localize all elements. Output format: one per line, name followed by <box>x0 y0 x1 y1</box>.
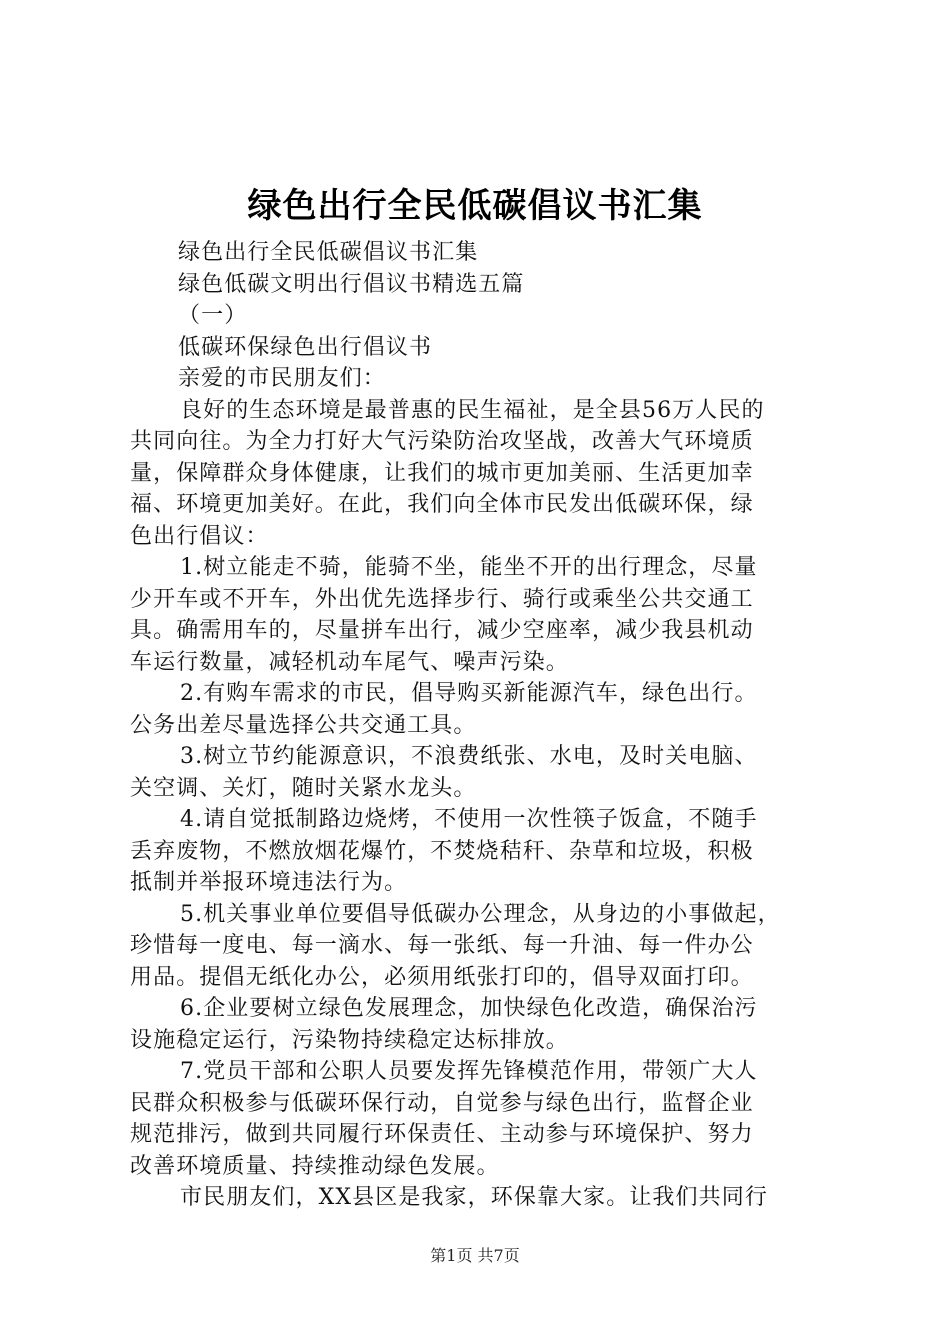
list-item-line: 3.树立节约能源意识，不浪费纸张、水电，及时关电脑、 <box>180 744 758 769</box>
page-footer: 第1页 共7页 <box>430 1246 520 1265</box>
list-item-line: 2.有购车需求的市民，倡导购买新能源汽车，绿色出行。 <box>180 681 758 706</box>
list-item-line: 用品。提倡无纸化办公，必须用纸张打印的，倡导双面打印。 <box>130 964 754 990</box>
list-item-line: 7.党员干部和公职人员要发挥先锋模范作用，带领广大人 <box>180 1059 758 1084</box>
list-item-line: 具。确需用车的，尽量拼车出行，减少空座率，减少我县机动 <box>130 618 754 643</box>
list-item-line: 1.树立能走不骑，能骑不坐，能坐不开的出行理念，尽量 <box>180 555 758 580</box>
section-heading: 低碳环保绿色出行倡议书 <box>178 334 433 360</box>
subtitle-line: 绿色出行全民低碳倡议书汇集 <box>178 240 479 265</box>
list-item-line: 4.请自觉抵制路边烧烤，不使用一次性筷子饭盒，不随手 <box>180 807 758 832</box>
paragraph-line: 色出行倡议： <box>130 523 269 549</box>
section-number: （一） <box>178 303 248 328</box>
list-item-line: 6.企业要树立绿色发展理念，加快绿色化改造，确保治污 <box>180 996 758 1021</box>
paragraph-line: 市民朋友们，XX县区是我家，环保靠大家。让我们共同行 <box>180 1185 768 1210</box>
list-item-line: 5.机关事业单位要倡导低碳办公理念，从身边的小事做起， <box>180 901 781 927</box>
paragraph-line: 共同向往。为全力打好大气污染防治攻坚战，改善大气环境质 <box>130 429 754 454</box>
document-title: 绿色出行全民低碳倡议书汇集 <box>247 186 703 226</box>
document-body <box>130 237 830 1214</box>
list-item-line: 关空调、关灯，随时关紧水龙头。 <box>130 775 477 801</box>
paragraph-line: 福、环境更加美好。在此，我们向全体市民发出低碳环保，绿 <box>130 492 754 517</box>
paragraph-line: 良好的生态环境是最普惠的民生福祉，是全县56万人民的 <box>180 397 765 423</box>
salutation: 亲爱的市民朋友们： <box>178 366 386 391</box>
list-item-line: 车运行数量，减轻机动车尾气、噪声污染。 <box>130 649 569 675</box>
list-item-line: 少开车或不开车，外出优先选择步行、骑行或乘坐公共交通工 <box>130 586 754 612</box>
list-item-line: 民群众积极参与低碳环保行动，自觉参与绿色出行，监督企业 <box>130 1090 754 1116</box>
list-item-line: 珍惜每一度电、每一滴水、每一张纸、每一升油、每一件办公 <box>130 933 754 958</box>
list-item-line: 规范排污，做到共同履行环保责任、主动参与环境保护、努力 <box>130 1122 754 1147</box>
list-item-line: 抵制并举报环境违法行为。 <box>130 870 408 895</box>
list-item-line: 改善环境质量、持续推动绿色发展。 <box>130 1153 500 1179</box>
paragraph-line: 量，保障群众身体健康，让我们的城市更加美丽、生活更加幸 <box>130 460 754 486</box>
list-item-line: 设施稳定运行，污染物持续稳定达标排放。 <box>130 1027 569 1053</box>
list-item-line: 丢弃废物，不燃放烟花爆竹，不焚烧秸秆、杂草和垃圾，积极 <box>130 838 754 864</box>
list-item-line: 公务出差尽量选择公共交通工具。 <box>130 712 477 738</box>
subtitle-line: 绿色低碳文明出行倡议书精选五篇 <box>178 271 525 297</box>
